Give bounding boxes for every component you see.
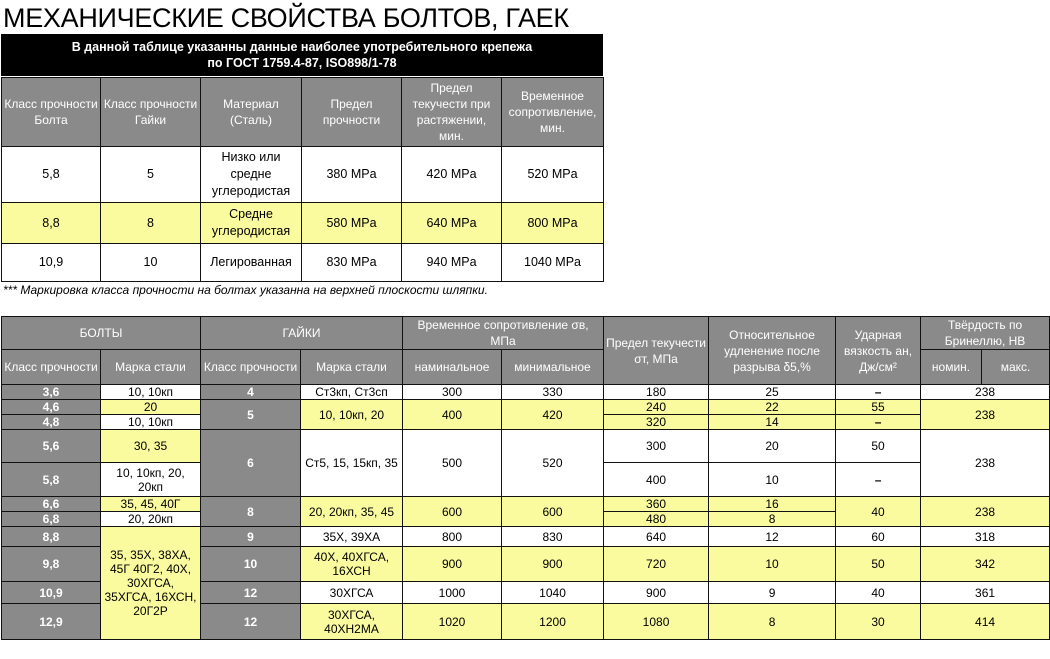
table-cell: 1040 MPa [502, 244, 604, 282]
table-cell: 40 [836, 582, 921, 604]
table-cell: 9 [709, 582, 836, 604]
table-cell: 8 [709, 512, 836, 527]
table-cell: 50 [836, 430, 921, 463]
table-cell: 900 [403, 547, 502, 582]
table-cell: 12 [201, 604, 301, 640]
column-header: Класс прочности [2, 350, 101, 385]
table-cell: 10 [201, 547, 301, 582]
table-row [2, 147, 604, 203]
table-cell: 238 [921, 430, 1050, 497]
table-cell: 640 MPa [402, 203, 502, 244]
table-cell: 360 [604, 497, 709, 512]
table-cell: 361 [921, 582, 1050, 604]
table-cell: 940 MPa [402, 244, 502, 282]
table-cell: 16 [709, 497, 836, 512]
column-header-impact: Ударная вязкость ан, Дж/см² [836, 317, 921, 385]
table-cell: 1080 [604, 604, 709, 640]
column-header: Временное сопротивление, мин. [502, 78, 604, 147]
column-header: Материал (Сталь) [201, 78, 302, 147]
table-cell: 30 [836, 604, 921, 640]
table-row [2, 244, 604, 282]
table-cell: 238 [921, 385, 1050, 400]
table-cell: 800 [403, 527, 502, 547]
footnote: *** Маркировка класса прочности на болтах указанна на верхней плоскости шляпки. [3, 283, 488, 297]
table-cell: – [836, 463, 921, 497]
table-cell: 420 MPa [402, 147, 502, 203]
table-cell: 10, 10кп [101, 385, 201, 400]
table-cell: 480 [604, 512, 709, 527]
table-cell: Средне углеродистая [201, 203, 302, 244]
table-cell: 1040 [502, 582, 604, 604]
column-header: Марка стали [101, 350, 201, 385]
table-row [2, 497, 1050, 512]
column-header-nuts: ГАЙКИ [201, 317, 403, 350]
table-cell: 40Х, 40ХГСА, 16ХСН [301, 547, 403, 582]
table-cell: 4 [201, 385, 301, 400]
table-cell: 5,8 [2, 147, 101, 203]
table-cell: 30ХГСА, 40ХН2МА [301, 604, 403, 640]
column-header: Марка стали [301, 350, 403, 385]
table-cell: 35, 35Х, 38ХА, 45Г 40Г2, 40Х, 30ХГСА, 35ХГСА, 16ХСН, 20Г2Р [101, 527, 201, 640]
table-row [2, 385, 1050, 400]
table-cell: 240 [604, 400, 709, 415]
table-cell: 520 [502, 430, 604, 497]
table-cell: 800 MPa [502, 203, 604, 244]
table-cell: 330 [502, 385, 604, 400]
table-cell: 900 [604, 582, 709, 604]
table-cell: 5,6 [2, 430, 101, 463]
table-cell: Ст5, 15, 15кп, 35 [301, 430, 403, 497]
table-cell: 60 [836, 527, 921, 547]
table-cell: 10,9 [2, 582, 101, 604]
banner-line-1: В данной таблице указанны данные наиболее употребительного крепежа [71, 40, 533, 54]
table-cell: 1020 [403, 604, 502, 640]
column-header-elongation: Относительное удленение после разрыва δ5,% [709, 317, 836, 385]
column-header-tensile: Временное сопротивление σв, МПа [403, 317, 604, 350]
table-cell: 20, 20кп [101, 512, 201, 527]
table-cell: 5,8 [2, 463, 101, 497]
table-cell: 400 [604, 463, 709, 497]
bolt-nut-strength-table [1, 77, 604, 282]
table-cell: 22 [709, 400, 836, 415]
table-row [2, 527, 1050, 547]
mechanical-properties-table [1, 316, 1050, 640]
table-cell: 35, 45, 40Г [101, 497, 201, 512]
table-cell: 6,6 [2, 497, 101, 512]
table-cell: 12 [709, 527, 836, 547]
table-cell: 300 [403, 385, 502, 400]
column-header: Предел прочности [302, 78, 402, 147]
table-cell: 8,8 [2, 203, 101, 244]
table-cell: 10, 10кп, 20, 20кп [101, 463, 201, 497]
table-cell: 50 [836, 547, 921, 582]
column-header-yield: Предел текучести σт, МПа [604, 317, 709, 385]
table-cell: 5 [101, 147, 201, 203]
table-cell: 580 MPa [302, 203, 402, 244]
column-header: наминальное [403, 350, 502, 385]
column-header: минимальное [502, 350, 604, 385]
table-cell: 30ХГСА [301, 582, 403, 604]
table-cell: 420 [502, 400, 604, 430]
table-header-row [2, 78, 604, 147]
table-cell: 414 [921, 604, 1050, 640]
table-cell: 9 [201, 527, 301, 547]
table-cell: 20 [101, 400, 201, 415]
table-cell: 8 [709, 604, 836, 640]
table-cell: – [836, 385, 921, 400]
table-cell: 180 [604, 385, 709, 400]
table-cell: 318 [921, 527, 1050, 547]
column-header: Класс прочности [201, 350, 301, 385]
table-cell: 25 [709, 385, 836, 400]
table-cell: 520 MPa [502, 147, 604, 203]
table-cell: 600 [502, 497, 604, 527]
info-banner [1, 34, 603, 76]
table-cell: 320 [604, 415, 709, 430]
page-title: МЕХАНИЧЕСКИЕ СВОЙСТВА БОЛТОВ, ГАЕК [3, 3, 569, 33]
column-header: Предел текучести при растяжении, мин. [402, 78, 502, 147]
table-cell: 40 [836, 497, 921, 527]
table-cell: 342 [921, 547, 1050, 582]
table-header-row [2, 317, 1050, 350]
table-cell: 300 [604, 430, 709, 463]
table-cell: 900 [502, 547, 604, 582]
table-cell: 720 [604, 547, 709, 582]
table-cell: 1200 [502, 604, 604, 640]
table-cell: 238 [921, 497, 1050, 527]
column-header: номин. [921, 350, 982, 385]
table-cell: 8,8 [2, 527, 101, 547]
table-cell: 4,6 [2, 400, 101, 415]
table-cell: 12,9 [2, 604, 101, 640]
table-cell: 20, 20кп, 35, 45 [301, 497, 403, 527]
table-cell: 55 [836, 400, 921, 415]
column-header-hardness: Твёрдость по Бринеллю, НВ [921, 317, 1050, 350]
table-cell: 20 [709, 430, 836, 463]
table-cell: 10 [709, 463, 836, 497]
column-header: макс. [982, 350, 1050, 385]
table-cell: 830 MPa [302, 244, 402, 282]
table-cell: – [836, 415, 921, 430]
table-cell: 30, 35 [101, 430, 201, 463]
table-cell: 9,8 [2, 547, 101, 582]
table-cell: 14 [709, 415, 836, 430]
table-row [2, 203, 604, 244]
column-header-bolts: БОЛТЫ [2, 317, 201, 350]
table-cell: 8 [201, 497, 301, 527]
table-cell: 1000 [403, 582, 502, 604]
table-cell: 35Х, 39ХА [301, 527, 403, 547]
table-cell: Легированная [201, 244, 302, 282]
table-cell: 830 [502, 527, 604, 547]
table-cell: 500 [403, 430, 502, 497]
column-header: Класс прочности Болта [2, 78, 101, 147]
table-cell: Низко или средне углеродистая [201, 147, 302, 203]
table-cell: 10,9 [2, 244, 101, 282]
table-row [2, 400, 1050, 415]
table-cell: 238 [921, 400, 1050, 430]
table-cell: 640 [604, 527, 709, 547]
table-cell: 400 [403, 400, 502, 430]
table-cell: 4,8 [2, 415, 101, 430]
table-cell: 10 [709, 547, 836, 582]
table-cell: 10, 10кп, 20 [301, 400, 403, 430]
table-cell: 600 [403, 497, 502, 527]
table-row [2, 430, 1050, 463]
table-cell: 10 [101, 244, 201, 282]
table-cell: 380 MPa [302, 147, 402, 203]
table-cell: 6 [201, 430, 301, 497]
table-cell: Ст3кп, Ст3сп [301, 385, 403, 400]
table-cell: 3,6 [2, 385, 101, 400]
table-cell: 10, 10кп [101, 415, 201, 430]
table-cell: 5 [201, 400, 301, 430]
table-cell: 12 [201, 582, 301, 604]
column-header: Класс прочности Гайки [101, 78, 201, 147]
banner-line-2: по ГОСТ 1759.4-87, ISO898/1-78 [207, 56, 397, 70]
table-cell: 8 [101, 203, 201, 244]
table-cell: 6,8 [2, 512, 101, 527]
